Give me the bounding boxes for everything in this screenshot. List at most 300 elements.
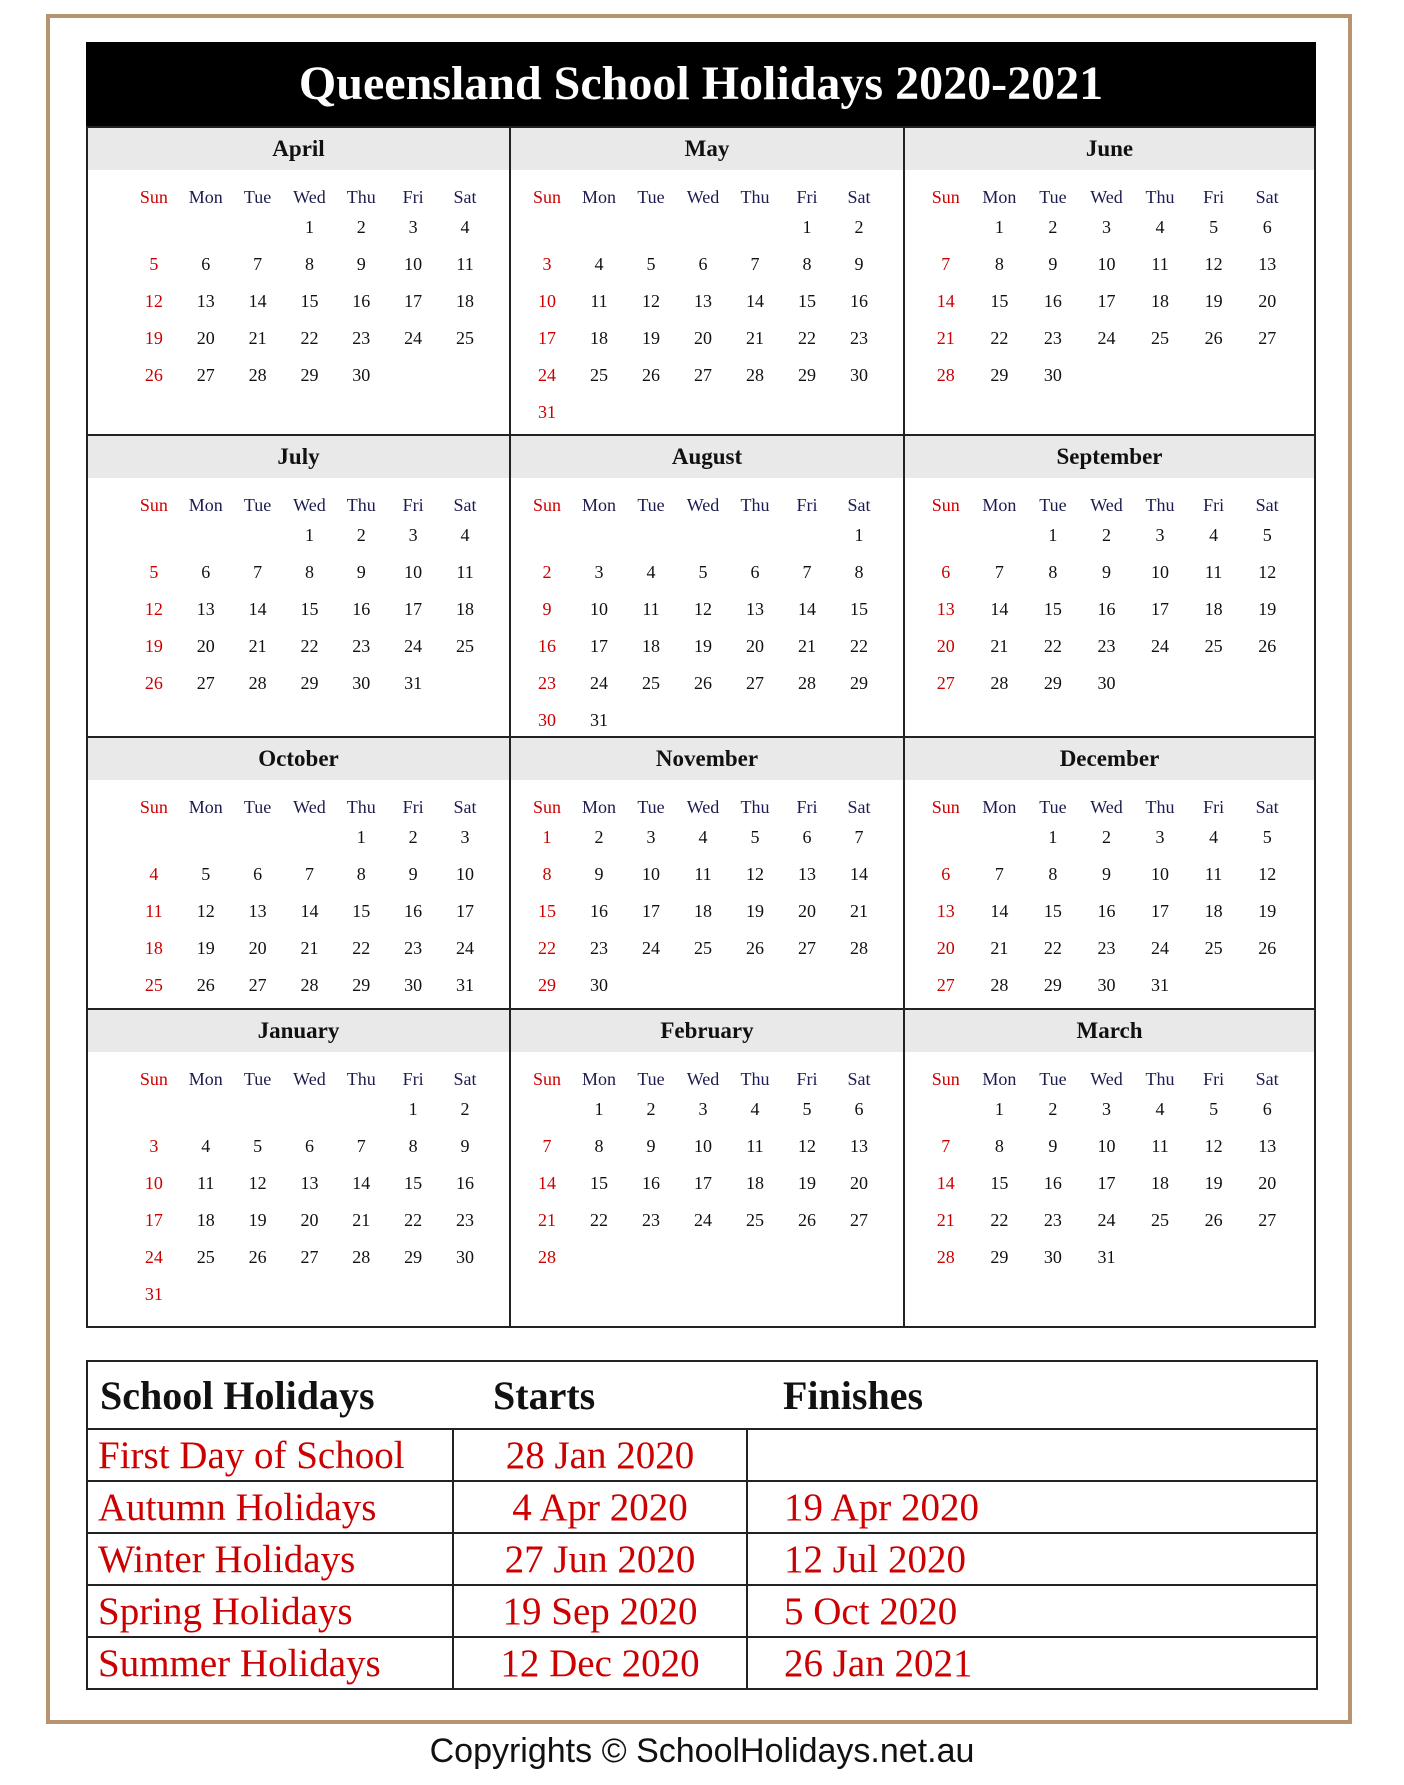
day-cell: 14 <box>352 1173 371 1193</box>
calendar-row <box>88 128 1314 436</box>
holiday-finishes <box>747 1429 1317 1481</box>
weekday-header: Thu <box>346 796 376 817</box>
day-cell: 11 <box>197 1173 215 1193</box>
day-cell: 30 <box>1043 365 1062 385</box>
day-cell <box>677 1242 729 1272</box>
day-cell <box>573 1242 625 1272</box>
day-cell: 29 <box>798 365 816 385</box>
weekday-header: Tue <box>637 796 665 817</box>
month-9 <box>88 1010 511 1326</box>
day-cell: 18 <box>746 1173 764 1193</box>
weekday-header: Thu <box>740 186 770 207</box>
day-cell: 14 <box>248 599 267 619</box>
day-cell: 1 <box>356 827 366 847</box>
day-cell: 11 <box>145 901 163 921</box>
day-cell: 3 <box>1155 525 1165 545</box>
day-cell: 8 <box>542 864 552 884</box>
day-cell: 12 <box>144 291 163 311</box>
day-cell: 29 <box>850 673 868 693</box>
month-name: October <box>88 738 509 780</box>
day-cell <box>833 1242 885 1272</box>
day-cell: 3 <box>408 525 418 545</box>
day-cell <box>729 212 781 249</box>
day-cell: 13 <box>1258 254 1277 274</box>
day-cell: 14 <box>300 901 319 921</box>
weekday-header: Wed <box>1090 186 1123 207</box>
day-cell: 5 <box>646 254 656 274</box>
day-cell: 2 <box>408 827 418 847</box>
weekday-header: Fri <box>1203 1068 1225 1089</box>
day-cell: 21 <box>300 938 319 958</box>
day-cell: 24 <box>642 938 660 958</box>
day-cell: 17 <box>404 599 423 619</box>
day-cell <box>1133 360 1187 397</box>
day-cell <box>521 212 573 249</box>
day-cell: 15 <box>404 1173 423 1193</box>
day-cell: 19 <box>1258 599 1277 619</box>
day-cell: 9 <box>460 1136 470 1156</box>
day-cell: 29 <box>990 1247 1009 1267</box>
weekday-header: Sat <box>1255 186 1279 207</box>
day-cell: 27 <box>1258 1210 1277 1230</box>
month-days-table <box>919 1064 1294 1279</box>
day-cell <box>335 1094 387 1131</box>
day-cell: 24 <box>538 365 556 385</box>
day-cell: 27 <box>936 673 955 693</box>
day-cell: 8 <box>594 1136 604 1156</box>
day-cell: 9 <box>356 562 366 582</box>
day-cell: 6 <box>201 562 211 582</box>
day-cell: 2 <box>1048 1099 1058 1119</box>
day-cell: 12 <box>1258 562 1277 582</box>
month-days-table <box>128 182 491 397</box>
day-cell: 11 <box>590 291 608 311</box>
day-cell: 17 <box>538 328 556 348</box>
day-cell: 4 <box>1155 1099 1165 1119</box>
month-2 <box>905 128 1314 436</box>
day-cell: 11 <box>694 864 712 884</box>
weekday-header: Thu <box>740 1068 770 1089</box>
day-cell: 28 <box>936 1247 955 1267</box>
day-cell: 3 <box>698 1099 708 1119</box>
day-cell: 31 <box>404 673 423 693</box>
day-cell: 22 <box>1043 636 1062 656</box>
weekday-header: Fri <box>796 494 818 515</box>
weekday-header: Tue <box>243 494 272 515</box>
weekday-header: Wed <box>293 796 326 817</box>
day-cell: 18 <box>1151 291 1170 311</box>
month-3 <box>88 436 511 738</box>
day-cell <box>232 1094 284 1131</box>
day-cell: 14 <box>746 291 764 311</box>
day-cell <box>677 397 729 427</box>
day-cell: 22 <box>990 328 1009 348</box>
day-cell: 24 <box>1097 328 1116 348</box>
day-cell: 15 <box>990 291 1009 311</box>
day-cell: 19 <box>1258 901 1277 921</box>
day-cell <box>1187 668 1241 705</box>
day-cell: 18 <box>456 599 475 619</box>
day-cell: 22 <box>590 1210 608 1230</box>
day-cell: 9 <box>356 254 366 274</box>
day-cell: 12 <box>1204 1136 1223 1156</box>
day-cell: 3 <box>542 254 552 274</box>
weekday-header: Sun <box>532 1068 561 1089</box>
day-cell: 14 <box>798 599 816 619</box>
day-cell <box>781 520 833 557</box>
day-cell: 23 <box>352 328 371 348</box>
day-cell: 13 <box>196 291 215 311</box>
day-cell: 2 <box>594 827 604 847</box>
day-cell: 21 <box>936 328 955 348</box>
day-cell: 20 <box>300 1210 319 1230</box>
day-cell: 15 <box>990 1173 1009 1193</box>
holiday-row <box>87 1429 1317 1481</box>
day-cell <box>439 360 491 397</box>
day-cell: 31 <box>144 1284 163 1304</box>
day-cell: 16 <box>1043 1173 1062 1193</box>
day-cell: 19 <box>798 1173 816 1193</box>
month-days-table <box>521 182 885 427</box>
day-cell: 22 <box>798 328 816 348</box>
day-cell <box>919 822 973 859</box>
weekday-header: Mon <box>982 796 1017 817</box>
day-cell: 7 <box>750 254 760 274</box>
day-cell: 23 <box>590 938 608 958</box>
day-cell <box>1133 668 1187 705</box>
day-cell: 22 <box>990 1210 1009 1230</box>
day-cell: 14 <box>538 1173 556 1193</box>
day-cell: 1 <box>994 1099 1004 1119</box>
weekday-header: Thu <box>346 494 376 515</box>
day-cell: 31 <box>1151 975 1170 995</box>
day-cell: 1 <box>1048 827 1058 847</box>
day-cell <box>919 1094 973 1131</box>
day-cell: 23 <box>1097 636 1116 656</box>
day-cell: 5 <box>1209 1099 1219 1119</box>
day-cell: 10 <box>1151 864 1170 884</box>
day-cell: 21 <box>936 1210 955 1230</box>
day-cell: 5 <box>750 827 760 847</box>
day-cell: 8 <box>1048 864 1058 884</box>
day-cell <box>1240 970 1294 1007</box>
day-cell: 9 <box>408 864 418 884</box>
day-cell: 27 <box>746 673 764 693</box>
day-cell: 5 <box>149 254 159 274</box>
day-cell: 12 <box>694 599 712 619</box>
holidays-header-row <box>87 1361 1317 1429</box>
day-cell <box>128 822 180 859</box>
month-days-table <box>521 490 885 742</box>
day-cell <box>387 360 439 397</box>
day-cell: 4 <box>594 254 604 274</box>
day-cell: 5 <box>1209 217 1219 237</box>
day-cell: 25 <box>642 673 660 693</box>
day-cell: 11 <box>1204 864 1223 884</box>
day-cell: 17 <box>590 636 608 656</box>
day-cell: 11 <box>746 1136 764 1156</box>
day-cell: 1 <box>542 827 552 847</box>
day-cell: 17 <box>1151 599 1170 619</box>
day-cell: 20 <box>694 328 712 348</box>
weekday-header: Fri <box>402 1068 424 1089</box>
month-name: November <box>511 738 903 780</box>
day-cell: 1 <box>304 525 314 545</box>
day-cell: 12 <box>144 599 163 619</box>
day-cell <box>128 1094 180 1131</box>
day-cell <box>833 970 885 1007</box>
day-cell: 4 <box>201 1136 211 1156</box>
day-cell: 12 <box>798 1136 816 1156</box>
day-cell: 15 <box>590 1173 608 1193</box>
weekday-header: Fri <box>402 494 424 515</box>
day-cell: 8 <box>994 254 1004 274</box>
weekday-header: Sun <box>931 796 960 817</box>
weekday-header: Fri <box>1203 186 1225 207</box>
day-cell: 22 <box>850 636 868 656</box>
day-cell: 13 <box>248 901 267 921</box>
day-cell: 16 <box>352 291 371 311</box>
day-cell: 23 <box>404 938 423 958</box>
day-cell: 1 <box>854 525 864 545</box>
day-cell: 18 <box>1204 599 1223 619</box>
day-cell: 18 <box>694 901 712 921</box>
weekday-header: Sat <box>1255 796 1279 817</box>
day-cell: 30 <box>456 1247 475 1267</box>
holiday-row <box>87 1533 1317 1585</box>
holiday-finishes: 26 Jan 2021 <box>747 1637 1317 1689</box>
copyright-text: Copyrights © SchoolHolidays.net.au <box>429 1732 975 1770</box>
day-cell: 8 <box>408 1136 418 1156</box>
month-name: February <box>511 1010 903 1052</box>
day-cell: 6 <box>1262 217 1272 237</box>
weekday-header: Thu <box>346 1068 376 1089</box>
day-cell <box>1187 360 1241 397</box>
day-cell: 8 <box>304 562 314 582</box>
day-cell <box>521 520 573 557</box>
day-cell: 10 <box>456 864 475 884</box>
day-cell: 30 <box>404 975 423 995</box>
month-5 <box>905 436 1314 738</box>
day-cell: 20 <box>196 636 215 656</box>
day-cell: 1 <box>1048 525 1058 545</box>
weekday-header: Sat <box>1255 494 1279 515</box>
day-cell: 10 <box>1097 1136 1116 1156</box>
day-cell: 7 <box>356 1136 366 1156</box>
weekday-header: Thu <box>1145 186 1175 207</box>
weekday-header: Fri <box>402 796 424 817</box>
month-name: April <box>88 128 509 170</box>
day-cell: 17 <box>1097 1173 1116 1193</box>
day-cell <box>180 212 232 249</box>
day-cell: 6 <box>941 864 951 884</box>
weekday-header: Wed <box>686 186 720 207</box>
weekday-header: Tue <box>243 1068 272 1089</box>
day-cell: 18 <box>144 938 163 958</box>
day-cell: 11 <box>456 562 474 582</box>
weekday-header: Fri <box>402 186 424 207</box>
day-cell <box>573 397 625 427</box>
day-cell: 4 <box>698 827 708 847</box>
day-cell: 30 <box>1097 975 1116 995</box>
day-cell <box>573 520 625 557</box>
weekday-header: Wed <box>1090 1068 1123 1089</box>
calendar-row <box>88 1010 1314 1326</box>
day-cell: 7 <box>253 254 263 274</box>
day-cell <box>180 822 232 859</box>
day-cell: 12 <box>1204 254 1223 274</box>
day-cell: 29 <box>300 365 319 385</box>
month-days-table <box>128 1064 491 1309</box>
holiday-starts: 4 Apr 2020 <box>453 1481 747 1533</box>
day-cell: 25 <box>1151 328 1170 348</box>
day-cell: 23 <box>538 673 556 693</box>
day-cell: 21 <box>850 901 868 921</box>
day-cell: 16 <box>456 1173 475 1193</box>
day-cell: 23 <box>1097 938 1116 958</box>
day-cell: 24 <box>456 938 475 958</box>
day-cell: 23 <box>642 1210 660 1230</box>
day-cell: 29 <box>538 975 556 995</box>
day-cell: 8 <box>994 1136 1004 1156</box>
day-cell: 24 <box>590 673 608 693</box>
day-cell: 20 <box>936 938 955 958</box>
weekday-header: Tue <box>1039 796 1067 817</box>
weekday-header: Thu <box>346 186 376 207</box>
weekday-header: Mon <box>581 186 616 207</box>
day-cell: 28 <box>538 1247 556 1267</box>
day-cell: 7 <box>941 254 951 274</box>
day-cell: 14 <box>936 1173 955 1193</box>
weekday-header: Mon <box>188 186 223 207</box>
holiday-name: Autumn Holidays <box>87 1481 453 1533</box>
day-cell: 16 <box>590 901 608 921</box>
day-cell: 11 <box>456 254 474 274</box>
weekday-header: Sat <box>453 1068 477 1089</box>
day-cell: 12 <box>248 1173 267 1193</box>
page-title: Queensland School Holidays 2020-2021 <box>86 42 1316 126</box>
day-cell: 22 <box>538 938 556 958</box>
day-cell: 3 <box>1155 827 1165 847</box>
header-starts: Starts <box>453 1361 747 1429</box>
day-cell: 16 <box>642 1173 660 1193</box>
day-cell: 14 <box>990 901 1009 921</box>
month-days-table <box>128 490 491 705</box>
holiday-row <box>87 1637 1317 1689</box>
weekday-header: Sat <box>453 186 477 207</box>
day-cell: 4 <box>750 1099 760 1119</box>
day-cell: 15 <box>850 599 868 619</box>
day-cell: 29 <box>404 1247 423 1267</box>
day-cell: 18 <box>590 328 608 348</box>
day-cell <box>1080 360 1134 397</box>
day-cell: 2 <box>356 525 366 545</box>
day-cell: 7 <box>304 864 314 884</box>
weekday-header: Thu <box>1145 1068 1175 1089</box>
day-cell: 9 <box>1101 562 1111 582</box>
day-cell: 16 <box>1043 291 1062 311</box>
weekday-header: Thu <box>740 796 770 817</box>
day-cell: 19 <box>196 938 215 958</box>
day-cell: 24 <box>144 1247 163 1267</box>
weekday-header: Sun <box>931 1068 960 1089</box>
weekday-header: Tue <box>637 494 665 515</box>
day-cell: 11 <box>1151 254 1169 274</box>
day-cell: 14 <box>990 599 1009 619</box>
day-cell: 2 <box>1048 217 1058 237</box>
day-cell: 24 <box>404 328 423 348</box>
weekday-header: Tue <box>243 186 272 207</box>
weekday-header: Sun <box>532 186 561 207</box>
day-cell: 28 <box>990 673 1009 693</box>
month-name: September <box>905 436 1314 478</box>
weekday-header: Mon <box>982 186 1017 207</box>
day-cell: 14 <box>248 291 267 311</box>
day-cell: 25 <box>746 1210 764 1230</box>
holiday-name: First Day of School <box>87 1429 453 1481</box>
day-cell: 9 <box>542 599 552 619</box>
weekday-header: Mon <box>581 494 616 515</box>
day-cell <box>625 1242 677 1272</box>
day-cell <box>833 397 885 427</box>
day-cell: 5 <box>1262 525 1272 545</box>
holiday-name: Summer Holidays <box>87 1637 453 1689</box>
day-cell: 3 <box>460 827 470 847</box>
day-cell: 11 <box>642 599 660 619</box>
day-cell: 3 <box>1101 1099 1111 1119</box>
day-cell: 15 <box>300 291 319 311</box>
day-cell: 7 <box>253 562 263 582</box>
day-cell: 30 <box>590 975 608 995</box>
day-cell: 1 <box>408 1099 418 1119</box>
day-cell <box>387 1279 439 1309</box>
month-name: August <box>511 436 903 478</box>
month-days-table <box>919 792 1294 1007</box>
day-cell: 10 <box>590 599 608 619</box>
month-days-table <box>521 792 885 1007</box>
day-cell: 31 <box>538 402 556 422</box>
weekday-header: Sat <box>1255 1068 1279 1089</box>
month-name: December <box>905 738 1314 780</box>
day-cell: 29 <box>990 365 1009 385</box>
day-cell: 26 <box>196 975 215 995</box>
day-cell: 30 <box>1043 1247 1062 1267</box>
day-cell <box>232 520 284 557</box>
day-cell: 18 <box>1204 901 1223 921</box>
holiday-finishes: 12 Jul 2020 <box>747 1533 1317 1585</box>
day-cell: 20 <box>248 938 267 958</box>
weekday-header: Sun <box>931 494 960 515</box>
header-finishes: Finishes <box>747 1361 1317 1429</box>
day-cell: 17 <box>1151 901 1170 921</box>
weekday-header: Fri <box>1203 796 1225 817</box>
month-days-table <box>128 792 491 1007</box>
day-cell: 17 <box>642 901 660 921</box>
day-cell: 1 <box>304 217 314 237</box>
weekday-header: Wed <box>686 796 720 817</box>
day-cell: 18 <box>642 636 660 656</box>
day-cell: 17 <box>694 1173 712 1193</box>
day-cell: 6 <box>941 562 951 582</box>
day-cell: 31 <box>590 710 608 730</box>
day-cell <box>232 212 284 249</box>
day-cell: 4 <box>460 217 470 237</box>
weekday-header: Tue <box>637 186 665 207</box>
day-cell: 13 <box>196 599 215 619</box>
day-cell: 26 <box>694 673 712 693</box>
day-cell: 14 <box>850 864 868 884</box>
weekday-header: Mon <box>982 494 1017 515</box>
